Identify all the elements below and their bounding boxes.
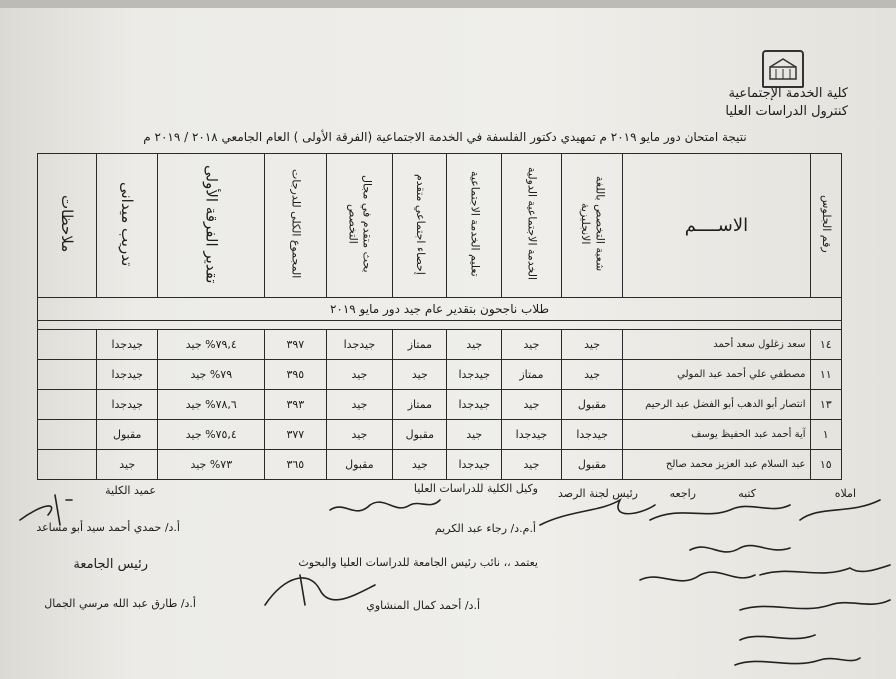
- president-title: رئيس الجامعة: [73, 557, 148, 572]
- col-field: تدريب ميدانى: [96, 154, 158, 298]
- english-cell: جيدجدا: [561, 420, 623, 450]
- total-cell: ٣٦٥: [265, 450, 326, 480]
- col-seat: رقم الجلوس: [810, 154, 842, 298]
- research-cell: جيدجدا: [326, 330, 393, 360]
- total-cell: ٣٩٣: [265, 390, 326, 420]
- seat-cell: ١١: [810, 360, 842, 390]
- dictated-label: املاه: [834, 487, 856, 500]
- col-grade: تقدير الفرقة الأولى: [158, 154, 265, 298]
- written-label: كتبه: [738, 487, 756, 500]
- intl-cell: جيدجدا: [502, 420, 562, 450]
- grade-cell: ٧٩,٤% جيد: [158, 330, 265, 360]
- edu-cell: جيدجدا: [447, 360, 502, 390]
- name-cell: سعد زغلول سعد أحمد: [623, 330, 810, 360]
- committee-signature-3: [800, 500, 880, 520]
- faculty-name: كلية الخدمة الإجتماعية: [728, 86, 848, 101]
- committee-signature-5: [640, 572, 755, 581]
- grade-cell: ٧٩% جيد: [158, 360, 265, 390]
- committee-signature-7: [740, 600, 890, 610]
- vice-dean-name: أ.م.د/ رجاء عبد الكريم: [434, 522, 536, 535]
- english-cell: جيد: [561, 360, 623, 390]
- field-cell: مقبول: [96, 420, 158, 450]
- vp-name: أ.د/ أحمد كمال المنشاوي: [366, 599, 480, 612]
- intl-cell: جيد: [502, 450, 562, 480]
- research-cell: جيد: [326, 390, 393, 420]
- stats-cell: مقبول: [393, 420, 447, 450]
- stats-cell: جيد: [393, 360, 447, 390]
- name-cell: عبد السلام عبد العزيز محمد صالح: [623, 450, 810, 480]
- col-english: شعبة التخصص باللغة الانجليزية: [561, 154, 623, 298]
- committee-signature-4: [690, 546, 790, 552]
- total-cell: ٣٩٧: [265, 330, 326, 360]
- field-cell: جيدجدا: [96, 360, 158, 390]
- reviewed-label: راجعه: [669, 487, 696, 500]
- col-research: بحث متقدم في مجال التخصص: [326, 154, 393, 298]
- approval-text: يعتمد ،، نائب رئيس الجامعة للدراسات العليا والبحوث: [298, 556, 538, 569]
- stats-cell: ممتاز: [393, 390, 447, 420]
- name-cell: آية أحمد عبد الحفيظ يوسف: [623, 420, 810, 450]
- president-name: أ.د/ طارق عبد الله مرسي الجمال: [44, 597, 196, 610]
- committee-signature-8: [740, 635, 815, 640]
- research-cell: مقبول: [326, 450, 393, 480]
- name-cell: انتصار أبو الدهب أبو الفضل عبد الرحيم: [623, 390, 810, 420]
- grade-cell: ٧٨,٦% جيد: [158, 390, 265, 420]
- stats-cell: جيد: [393, 450, 447, 480]
- english-cell: مقبول: [561, 450, 623, 480]
- total-cell: ٣٧٧: [265, 420, 326, 450]
- col-intl: الخدمة الاجتماعية الدولية: [502, 154, 562, 298]
- seat-cell: ١٥: [810, 450, 842, 480]
- document-title: نتيجة امتحان دور مايو ٢٠١٩ م تمهيدي دكتور الفلسفة في الخدمة الاجتماعية (الفرقة الأولى ) العام الجامعي ٢٠١٨ / ٢٠١٩ م: [143, 130, 747, 144]
- edu-cell: جيد: [447, 330, 502, 360]
- col-name: الاســــم: [623, 154, 810, 298]
- committee-signature-9: [735, 658, 860, 665]
- name-cell: مصطفي علي أحمد عبد المولي: [623, 360, 810, 390]
- vice-dean-signature: [330, 500, 440, 511]
- committee-signature-2: [650, 505, 790, 520]
- research-cell: جيد: [326, 420, 393, 450]
- col-edu: تعليم الخدمة الاجتماعية: [447, 154, 502, 298]
- committee-head-label: رئيس لجنة الرصد: [558, 487, 638, 500]
- department-name: كنترول الدراسات العليا: [725, 104, 848, 119]
- field-cell: جيدجدا: [96, 330, 158, 360]
- seat-cell: ١٣: [810, 390, 842, 420]
- total-cell: ٣٩٥: [265, 360, 326, 390]
- col-total: المجموع الكلى للدرجات: [265, 154, 326, 298]
- vice-dean-title: وكيل الكلية للدراسات العليا: [413, 482, 538, 495]
- seat-cell: ١٤: [810, 330, 842, 360]
- col-notes: ملاحظات: [38, 154, 97, 298]
- dean-signature: [20, 495, 72, 525]
- dean-title: عميد الكلية: [105, 484, 156, 497]
- research-cell: جيد: [326, 360, 393, 390]
- intl-cell: ممتاز: [502, 360, 562, 390]
- dean-name: أ.د/ حمدي أحمد سيد أبو مساعد: [36, 521, 180, 534]
- stats-cell: ممتاز: [393, 330, 447, 360]
- english-cell: مقبول: [561, 390, 623, 420]
- field-cell: جيد: [96, 450, 158, 480]
- intl-cell: جيد: [502, 390, 562, 420]
- field-cell: جيدجدا: [96, 390, 158, 420]
- band-row: طلاب ناجحون بتقدير عام جيد دور مايو ٢٠١٩: [38, 298, 842, 321]
- col-stats: إحصاء اجتماعي متقدم: [393, 154, 447, 298]
- english-cell: جيد: [561, 330, 623, 360]
- intl-cell: جيد: [502, 330, 562, 360]
- seat-cell: ١: [810, 420, 842, 450]
- committee-signature-6: [760, 565, 890, 575]
- edu-cell: جيد: [447, 420, 502, 450]
- edu-cell: جيدجدا: [447, 390, 502, 420]
- grade-cell: ٧٣% جيد: [158, 450, 265, 480]
- grade-cell: ٧٥,٤% جيد: [158, 420, 265, 450]
- vp-signature: [265, 575, 375, 605]
- committee-signature-1: [540, 500, 655, 525]
- edu-cell: جيدجدا: [447, 450, 502, 480]
